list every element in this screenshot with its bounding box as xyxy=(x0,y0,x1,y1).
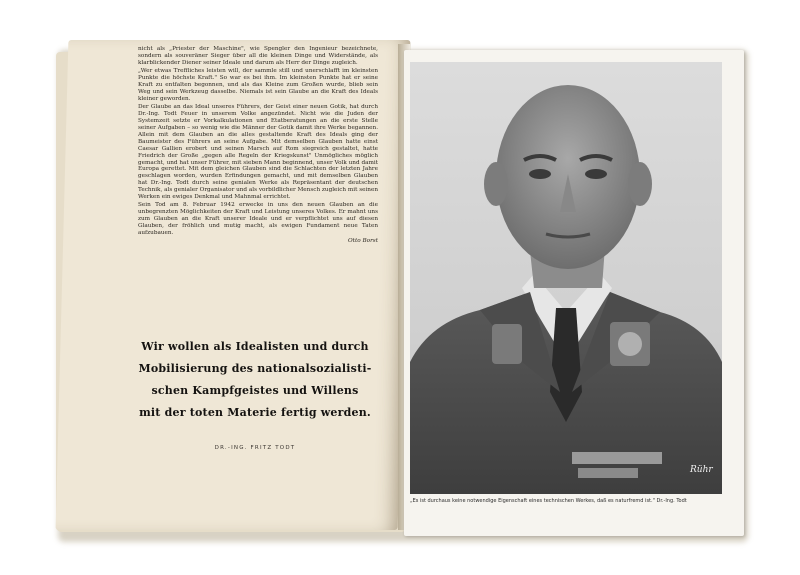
paragraph: Der Glaube an das Ideal unseres Führers, der Geist einer neuen Gotik, hat durch Dr.-Ing. Todt Feuer in unserem Volke angezündet. Nicht wie die Juden der Systemzeit setzte er Vorkalkulationen und Etatberatungen an die erste Stelle seiner Aufgaben – so wenig wie die Männer der Gotik damit ihre Werke begannen. Allein mit dem Glauben an die alles gestaltende Kraft des Ideals ging der Baumeister des Führers an seine Aufgabe. Mit demselben Glauben hatte einst Caesar Gallien erobert und seinen Marsch auf Rom siegreich gestaltet, hatte Friedrich der Große „gegen alle Regeln der Kriegskunst" Unmögliches möglich gemacht, und hat unser Führer, mit sieben Mann beginnend, unser Volk und damit Europa gerettet. Mit dem gleichen Glauben sind die Schlachten der letzten Jahre geschlagen worden, wurden Erfindungen gemacht, und mit demselben Glauben hat Dr.-Ing. Todt durch seine genialen Werke als Repräsentant der deutschen Technik, als genialer Organisator und als vorbildlicher Mensch zugleich mit seinen Werken ein ewiges Denkmal und Mahnmal errichtet. xyxy=(138,104,378,201)
quote-block xyxy=(135,336,375,424)
paragraph: nicht als „Priester der Maschine", wie Spengler den Ingenieur bezeichnete, sondern als souveräner Sieger über all die kleinen Dinge und Widerstände, als klarblickender Diener seiner Ideale und darum als Herr der Dinge zugleich. xyxy=(138,46,378,66)
author-signature: Otto Borst xyxy=(348,238,378,245)
portrait-photo xyxy=(410,62,722,494)
quote-line: schen Kampfgeistes und Willens xyxy=(151,384,359,397)
paragraph: Sein Tod am 8. Februar 1942 erwecke in uns den neuen Glauben an die unbegrenzten Möglichkeiten der Kraft und Leistung unseres Volkes. Er mahnt uns zum Glauben an die Kraft unserer Ideale und er verpflichtet uns auf diesen Glauben, der fröhlich und mutig macht, als ewigen Fundament neue Taten aufzubauen. xyxy=(138,202,378,237)
quote-line: mit der toten Materie fertig werden. xyxy=(139,406,371,419)
quote-line: Mobilisierung des nationalsozialisti- xyxy=(138,362,372,375)
photo-caption: „Es ist durchaus keine notwendige Eigenschaft eines technischen Werkes, daß es naturfremd ist." Dr.-Ing. Todt xyxy=(410,498,687,504)
paragraph: „Wer etwas Treffliches leisten will, der sammle still und unerschlafft im kleinsten Punkte die höchste Kraft." So war es bei ihm. Im kleinsten Punkte hat er seine Kraft zu entfalten begonnen, und als das Kleine zum Großen wurde, blieb sein Weg und sein Werkzeug dasselbe. Niemals ist sein Glaube an die Kraft des Ideals kleiner geworden. xyxy=(138,68,378,102)
portrait-illustration xyxy=(410,62,722,494)
quote-author: DR.-ING. FRITZ TODT xyxy=(214,445,296,451)
quote-line: Wir wollen als Idealisten und durch xyxy=(141,340,369,353)
article-text xyxy=(138,46,378,245)
photographer-mark: Rühr xyxy=(690,465,713,475)
